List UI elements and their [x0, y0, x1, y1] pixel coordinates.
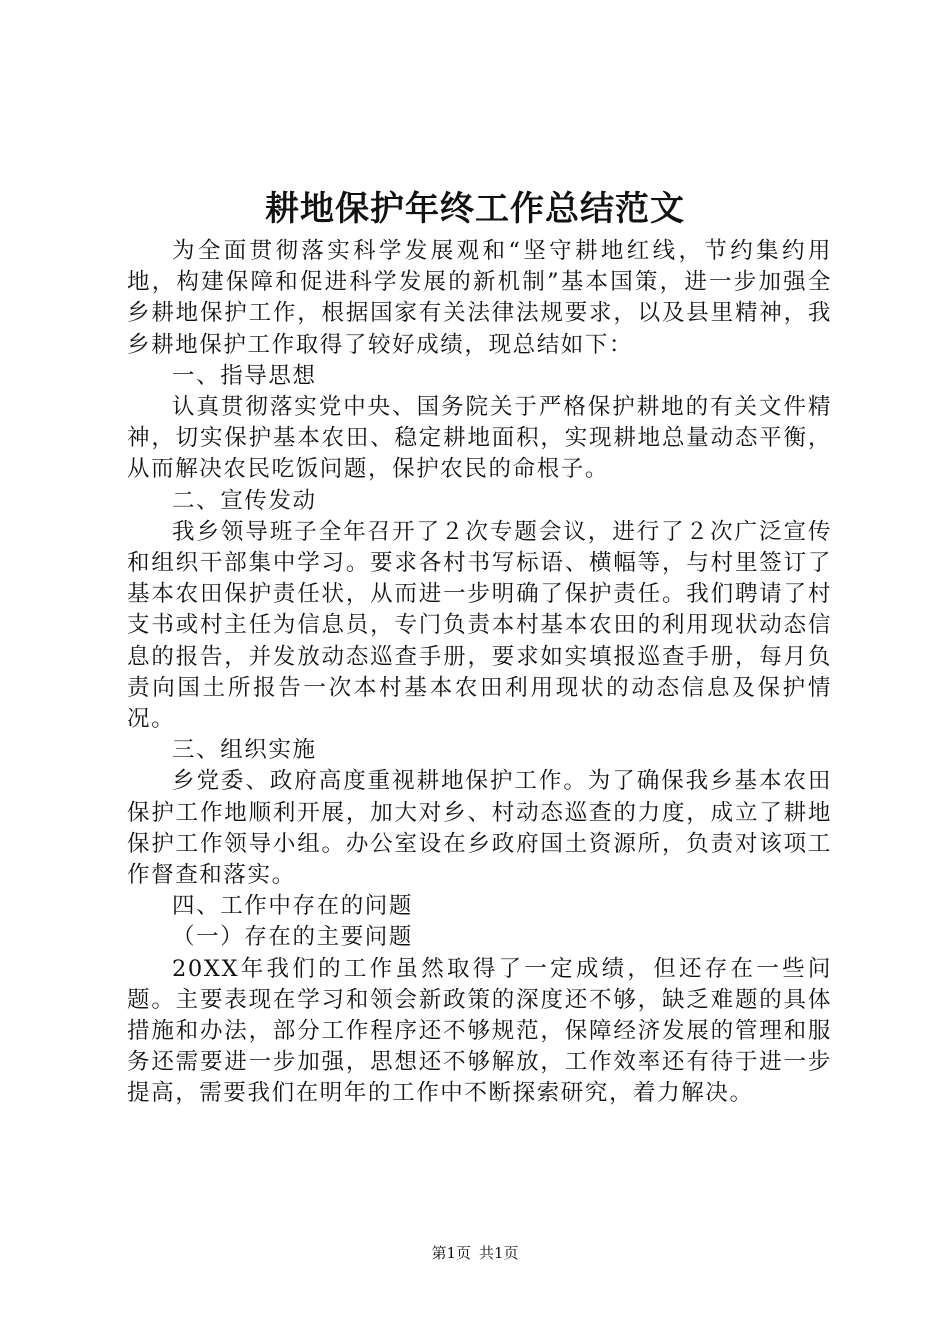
section-heading-problems: 四、工作中存在的问题	[172, 893, 414, 920]
section-heading-guiding-thought: 一、指导思想	[172, 362, 317, 389]
page-number: 第1页	[431, 1244, 471, 1262]
document-body	[127, 236, 832, 1110]
guiding-thought-paragraph: 认真贯彻落实党中央、国务院关于严格保护耕地的有关文件精神，切实保护基本农田、稳定耕地面积，实现耕地总量动态平衡，从而解决农民吃饭问题，保护农民的命根子。	[127, 394, 832, 483]
page-total: 共1页	[479, 1244, 519, 1262]
subsection-heading-main-problems: （一）存在的主要问题	[172, 924, 414, 951]
publicity-paragraph: 我乡领导班子全年召开了２次专题会议，进行了２次广泛宣传和组织干部集中学习。要求各村书写标语、横幅等，与村里签订了基本农田保护责任状，从而进一步明确了保护责任。我们聘请了村支书或村主任为信息员，专门负责本村基本农田的利用现状动态信息的报告，并发放动态巡查手册，要求如实填报巡查手册，每月负责向国土所报告一次本村基本农田利用现状的动态信息及保护情况。	[127, 518, 832, 733]
intro-paragraph: 为全面贯彻落实科学发展观和“坚守耕地红线，节约集约用地，构建保障和促进科学发展的新机制”基本国策，进一步加强全乡耕地保护工作，根据国家有关法律法规要求，以及县里精神，我乡耕地保护工作取得了较好成绩，现总结如下：	[127, 238, 832, 358]
section-heading-implementation: 三、组织实施	[172, 737, 317, 764]
document-title: 耕地保护年终工作总结范文	[265, 189, 685, 229]
implementation-paragraph: 乡党委、政府高度重视耕地保护工作。为了确保我乡基本农田保护工作地顺利开展，加大对乡、村动态巡查的力度，成立了耕地保护工作领导小组。办公室设在乡政府国土资源所，负责对该项工作督查和落实。	[127, 768, 832, 889]
section-heading-publicity: 二、宣传发动	[172, 487, 317, 514]
main-problems-paragraph: 20XX年我们的工作虽然取得了一定成绩，但还存在一些问题。主要表现在学习和领会新政策的深度还不够，缺乏难题的具体措施和办法，部分工作程序还不够规范，保障经济发展的管理和服务还需要进一步加强，思想还不够解放，工作效率还有待于进一步提高，需要我们在明年的工作中不断探索研究，着力解决。	[127, 955, 832, 1107]
page-footer	[0, 1241, 950, 1265]
